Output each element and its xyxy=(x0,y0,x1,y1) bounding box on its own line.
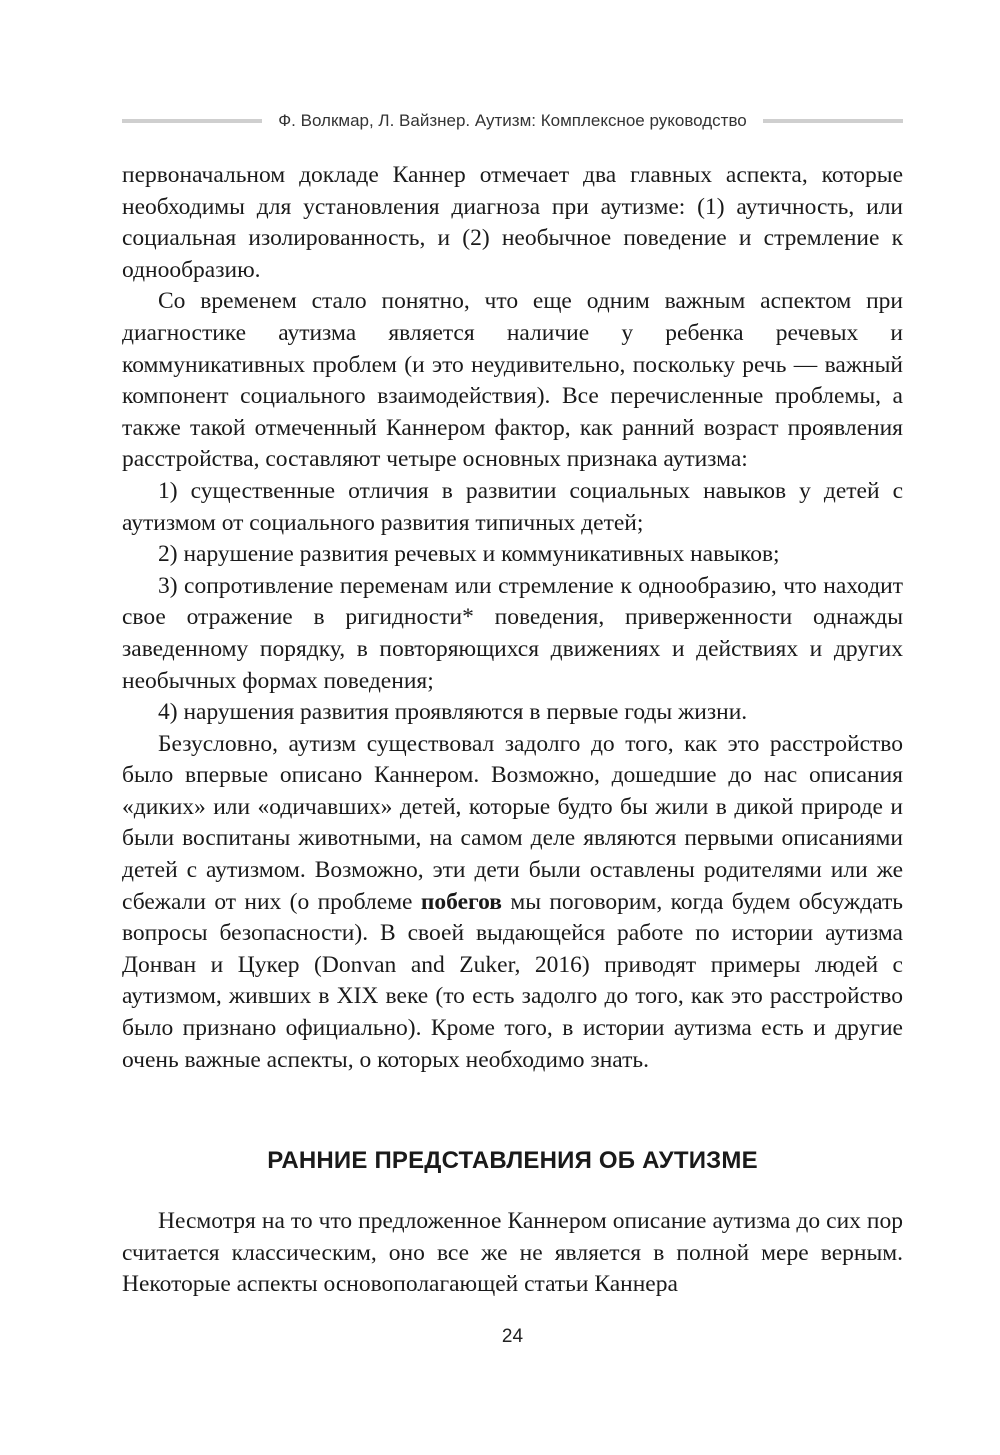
section-heading: РАННИЕ ПРЕДСТАВЛЕНИЯ ОБ АУТИЗМЕ xyxy=(267,1147,758,1174)
history-text-start: Безусловно, аутизм существовал задолго до того, как это расстройство было впервые описано Каннером. Возможно, дошедшие до нас описания «диких» или «одичавших» детей, которые будто бы жили в дикой природе и были воспитаны животными, на самом деле являются первыми описаниями детей с аутизмом. Возможно, эти дети были оставлены родителями или же сбежали от них (о проблеме xyxy=(122,730,903,915)
list-item: 3) сопротивление переменам или стремление к однообразию, что находит свое отражение в ригидности* поведения, приверженности однажды заведенному порядку, в повторяющихся движениях и действиях и других необычных формах поведения; xyxy=(122,572,903,694)
section-paragraph: Несмотря на то что предложенное Каннером описание аутизма до сих пор считается классическим, оно все же не является в полной мере верным. Некоторые аспекты основополагающей статьи Каннера xyxy=(122,1208,903,1298)
list-item: 1) существенные отличия в развитии социальных навыков у детей с аутизмом от социального развития типичных детей; xyxy=(122,477,903,536)
body-text xyxy=(122,160,903,1076)
bold-term: побегов xyxy=(420,888,502,915)
history-text-end: мы поговорим, когда будем обсуждать вопросы безопасности). В своей выдающейся работе по истории аутизма Донван и Цукер (Donvan and Zuker, 2016) приводят примеры людей с аутизмом, живших в XIX веке (то есть задолго до того, как это расстройство было признано официально). Кроме того, в истории аутизма есть и другие очень важные аспекты, о которых необходимо знать. xyxy=(122,888,903,1073)
paragraph: Со временем стало понятно, что еще одним важным аспектом при диагностике аутизма является наличие у ребенка речевых и коммуникативных проблем (и это неудивительно, поскольку речь — важный компонент социального взаимодействия). Все перечисленные проблемы, а также такой отмеченный Каннером фактор, как ранний возраст проявления расстройства, составляют четыре основных признака аутизма: xyxy=(122,288,903,473)
list-item: 4) нарушения развития проявляются в первые годы жизни. xyxy=(158,699,748,726)
section-body xyxy=(122,1206,903,1301)
header-rule-right xyxy=(763,119,903,123)
running-header xyxy=(122,107,903,135)
running-header-title: Ф. Волкмар, Л. Вайзнер. Аутизм: Комплексное руководство xyxy=(278,111,747,130)
history-paragraph xyxy=(122,729,903,1077)
header-rule-left xyxy=(122,119,262,123)
list-item: 2) нарушение развития речевых и коммуникативных навыков; xyxy=(158,541,780,568)
paragraph-continuation: первоначальном докладе Каннер отмечает два главных аспекта, которые необходимы для установления диагноза при аутизме: (1) аутичность, или социальная изолированность, и (2) необычное поведение и стремление к однообразию. xyxy=(122,162,903,283)
page-number: 24 xyxy=(501,1326,524,1347)
